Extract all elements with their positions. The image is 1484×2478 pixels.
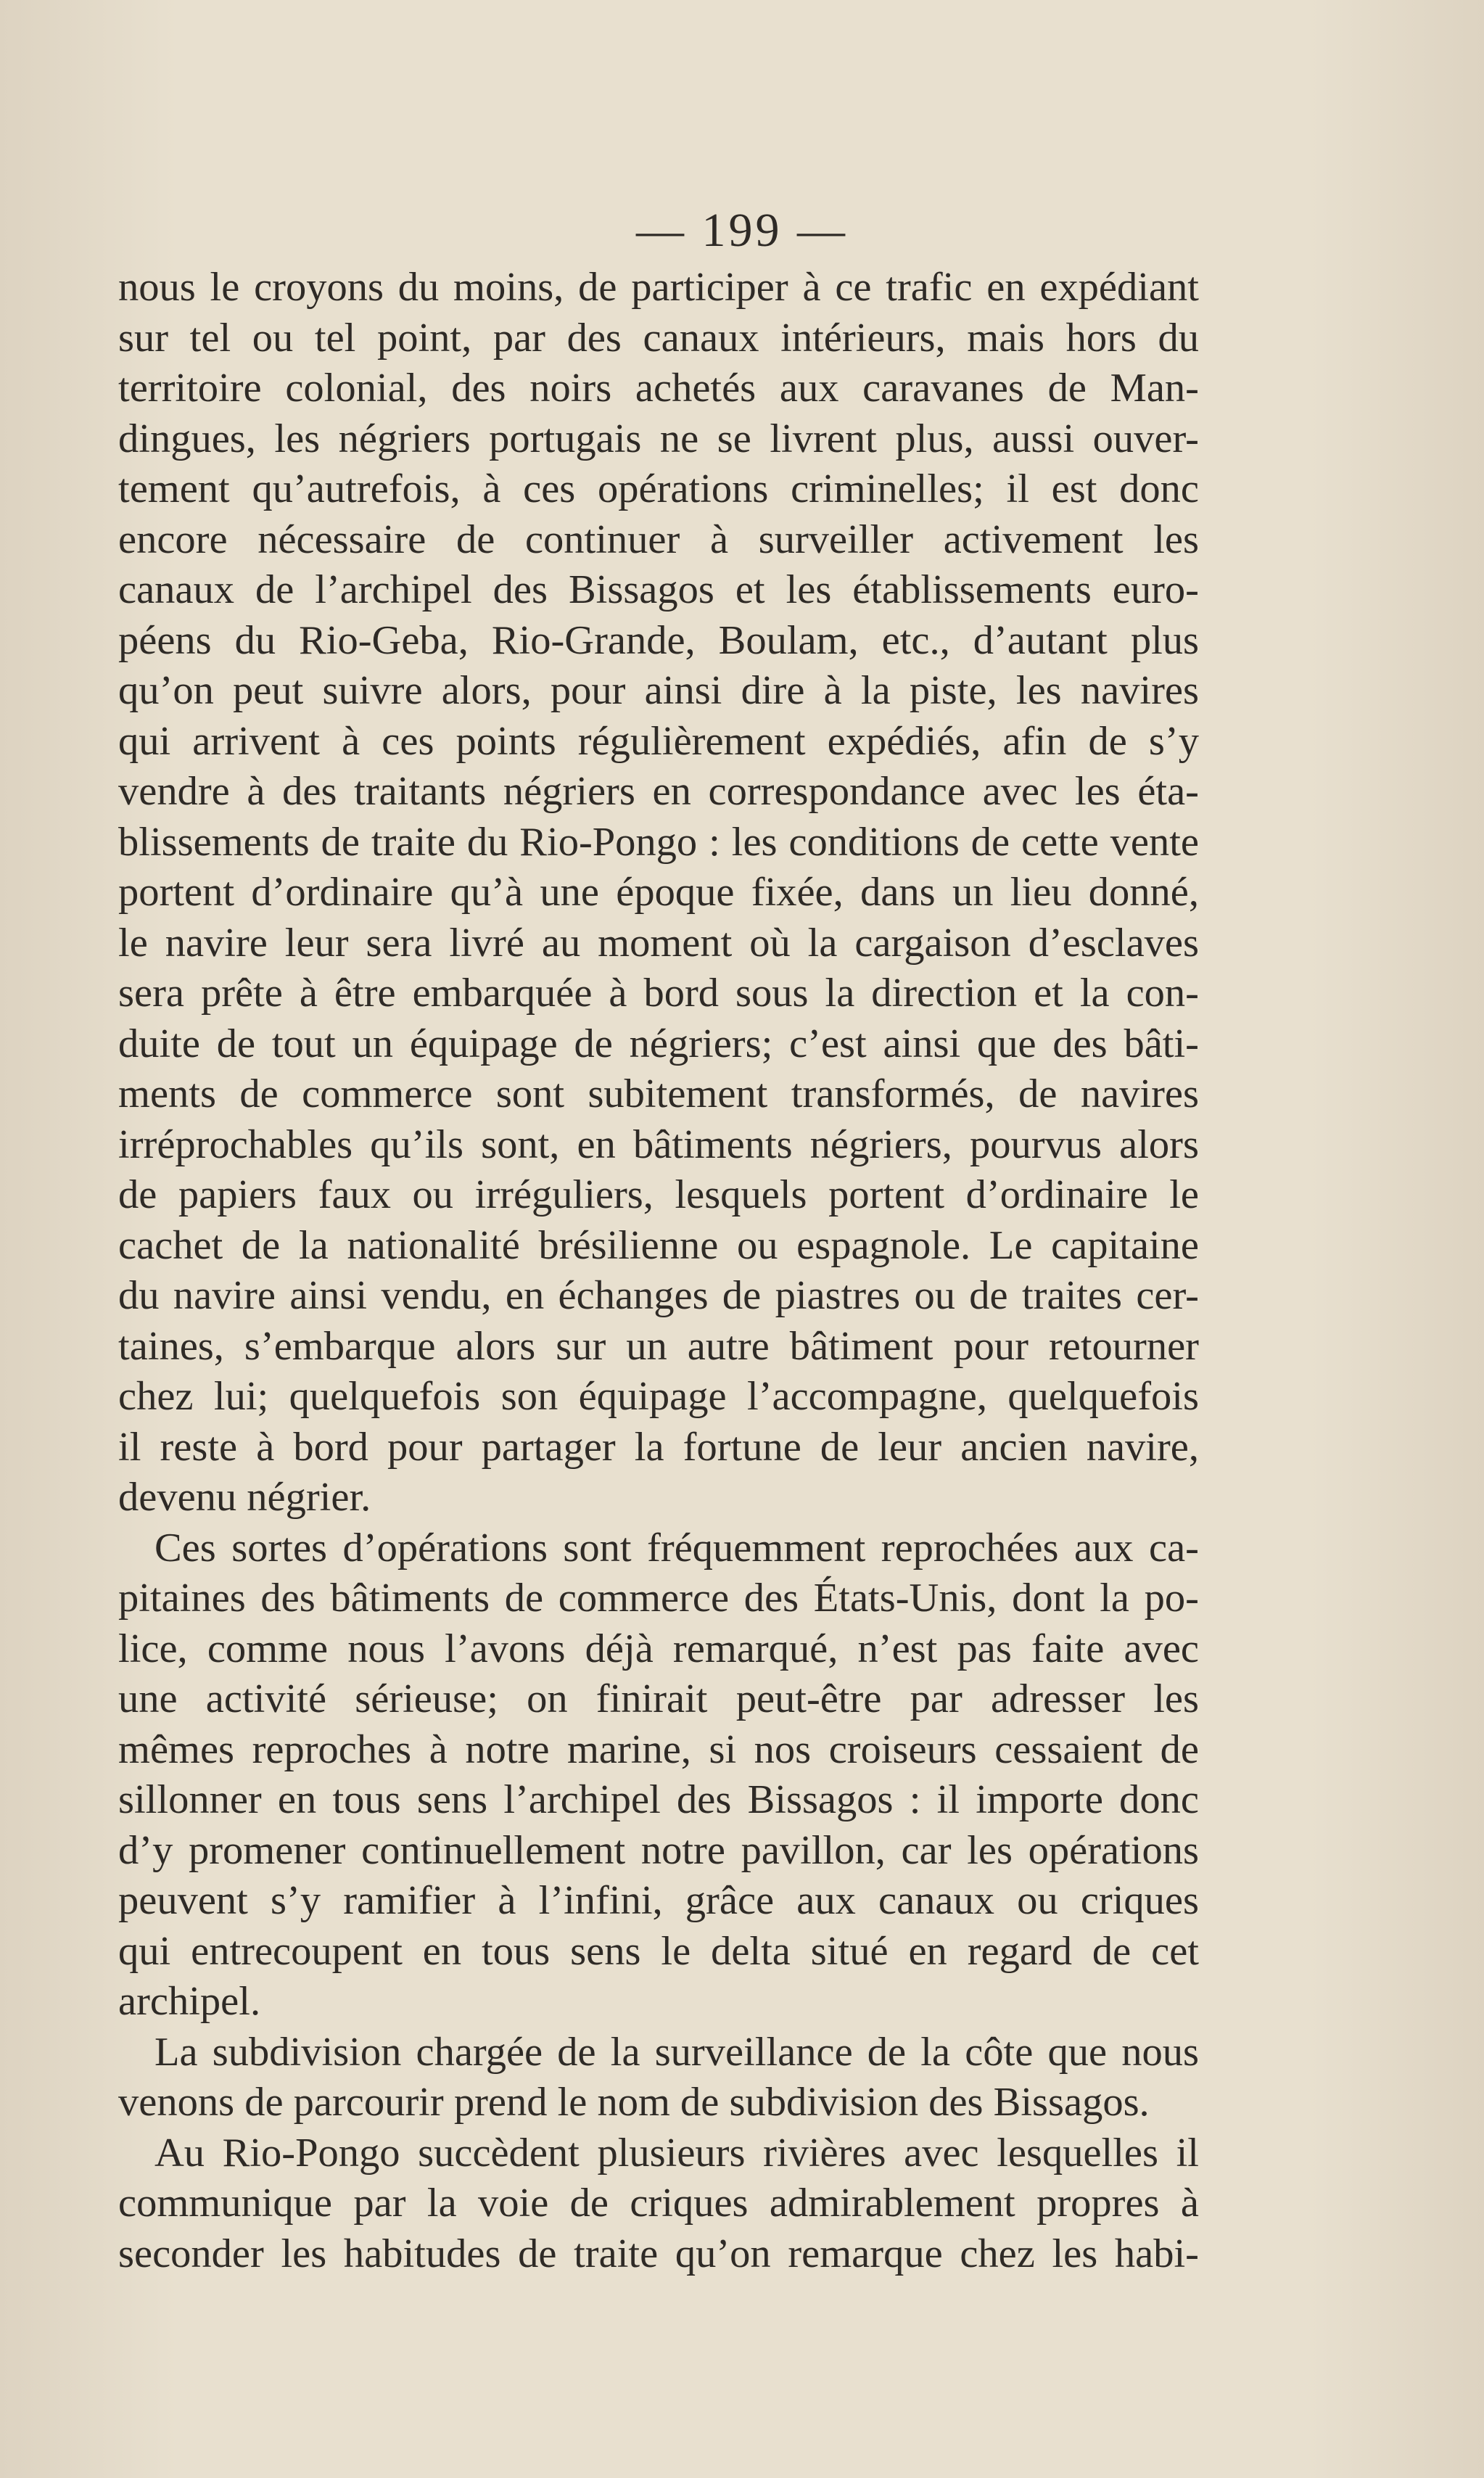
text-line: qu’on peut suivre alors, pour ainsi dire à la piste, les navires	[118, 668, 1199, 713]
text-line: qui arrivent à ces points régulièrement expédiés, afin de s’y	[118, 718, 1199, 764]
text-line: La subdivision chargée de la surveillance de la côte que nous	[154, 2029, 1199, 2075]
text-line: communique par la voie de criques admirablement propres à	[118, 2181, 1199, 2226]
text-line: blissements de traite du Rio-Pongo : les conditions de cette vente	[118, 819, 1199, 865]
page-number: — 199 —	[636, 204, 848, 257]
text-line: seconder les habitudes de traite qu’on remarque chez les habi-	[118, 2231, 1199, 2276]
text-line: lice, comme nous l’avons déjà remarqué, n’est pas faite avec	[118, 1626, 1199, 1671]
text-line: sera prête à être embarquée à bord sous la direction et la con-	[118, 971, 1199, 1016]
text-line: vendre à des traitants négriers en correspondance avec les éta-	[118, 769, 1199, 814]
text-line: venons de parcourir prend le nom de subdivision des Bissagos.	[118, 2080, 1150, 2125]
text-line: de papiers faux ou irréguliers, lesquels portent d’ordinaire le	[118, 1172, 1199, 1217]
text-line: du navire ainsi vendu, en échanges de piastres ou de traites cer-	[118, 1273, 1199, 1318]
text-line: tement qu’autrefois, à ces opérations criminelles; il est donc	[118, 466, 1199, 511]
text-line: taines, s’embarque alors sur un autre bâtiment pour retourner	[118, 1323, 1199, 1369]
text-line: Au Rio-Pongo succèdent plusieurs rivières avec lesquelles il	[154, 2130, 1199, 2176]
text-line: peuvent s’y ramifier à l’infini, grâce aux canaux ou criques	[118, 1878, 1199, 1923]
text-line: duite de tout un équipage de négriers; c’est ainsi que des bâti-	[118, 1021, 1199, 1066]
body-text	[118, 263, 1199, 2279]
text-line: archipel.	[118, 1979, 261, 2024]
text-line: pitaines des bâtiments de commerce des États-Unis, dont la po-	[118, 1576, 1199, 1621]
text-line: nous le croyons du moins, de participer à ce trafic en expédiant	[118, 265, 1199, 310]
text-line: ments de commerce sont subitement transformés, de navires	[118, 1071, 1199, 1116]
text-line: portent d’ordinaire qu’à une époque fixée, dans un lieu donné,	[118, 870, 1199, 915]
text-line: dingues, les négriers portugais ne se livrent plus, aussi ouver-	[118, 416, 1199, 461]
text-line: sur tel ou tel point, par des canaux intérieurs, mais hors du	[118, 315, 1199, 361]
text-line: sillonner en tous sens l’archipel des Bissagos : il importe donc	[118, 1777, 1199, 1822]
text-line: d’y promener continuellement notre pavillon, car les opérations	[118, 1827, 1199, 1873]
text-line: mêmes reproches à notre marine, si nos croiseurs cessaient de	[118, 1726, 1199, 1772]
text-line: péens du Rio-Geba, Rio-Grande, Boulam, etc., d’autant plus	[118, 617, 1199, 663]
text-line: devenu négrier.	[118, 1475, 371, 1520]
text-line: chez lui; quelquefois son équipage l’accompagne, quelquefois	[118, 1374, 1199, 1419]
text-line: Ces sortes d’opérations sont fréquemment reprochées aux ca-	[154, 1525, 1199, 1571]
text-line: irréprochables qu’ils sont, en bâtiments négriers, pourvus alors	[118, 1121, 1199, 1167]
text-line: une activité sérieuse; on finirait peut-être par adresser les	[118, 1676, 1199, 1721]
text-line: canaux de l’archipel des Bissagos et les établissements euro-	[118, 567, 1199, 612]
text-line: il reste à bord pour partager la fortune de leur ancien navire,	[118, 1424, 1199, 1470]
text-line: qui entrecoupent en tous sens le delta situé en regard de cet	[118, 1928, 1199, 1974]
text-line: encore nécessaire de continuer à surveiller activement les	[118, 516, 1199, 562]
text-line: cachet de la nationalité brésilienne ou espagnole. Le capitaine	[118, 1222, 1199, 1268]
text-line: le navire leur sera livré au moment où la cargaison d’esclaves	[118, 920, 1199, 966]
text-line: territoire colonial, des noirs achetés aux caravanes de Man-	[118, 366, 1199, 411]
